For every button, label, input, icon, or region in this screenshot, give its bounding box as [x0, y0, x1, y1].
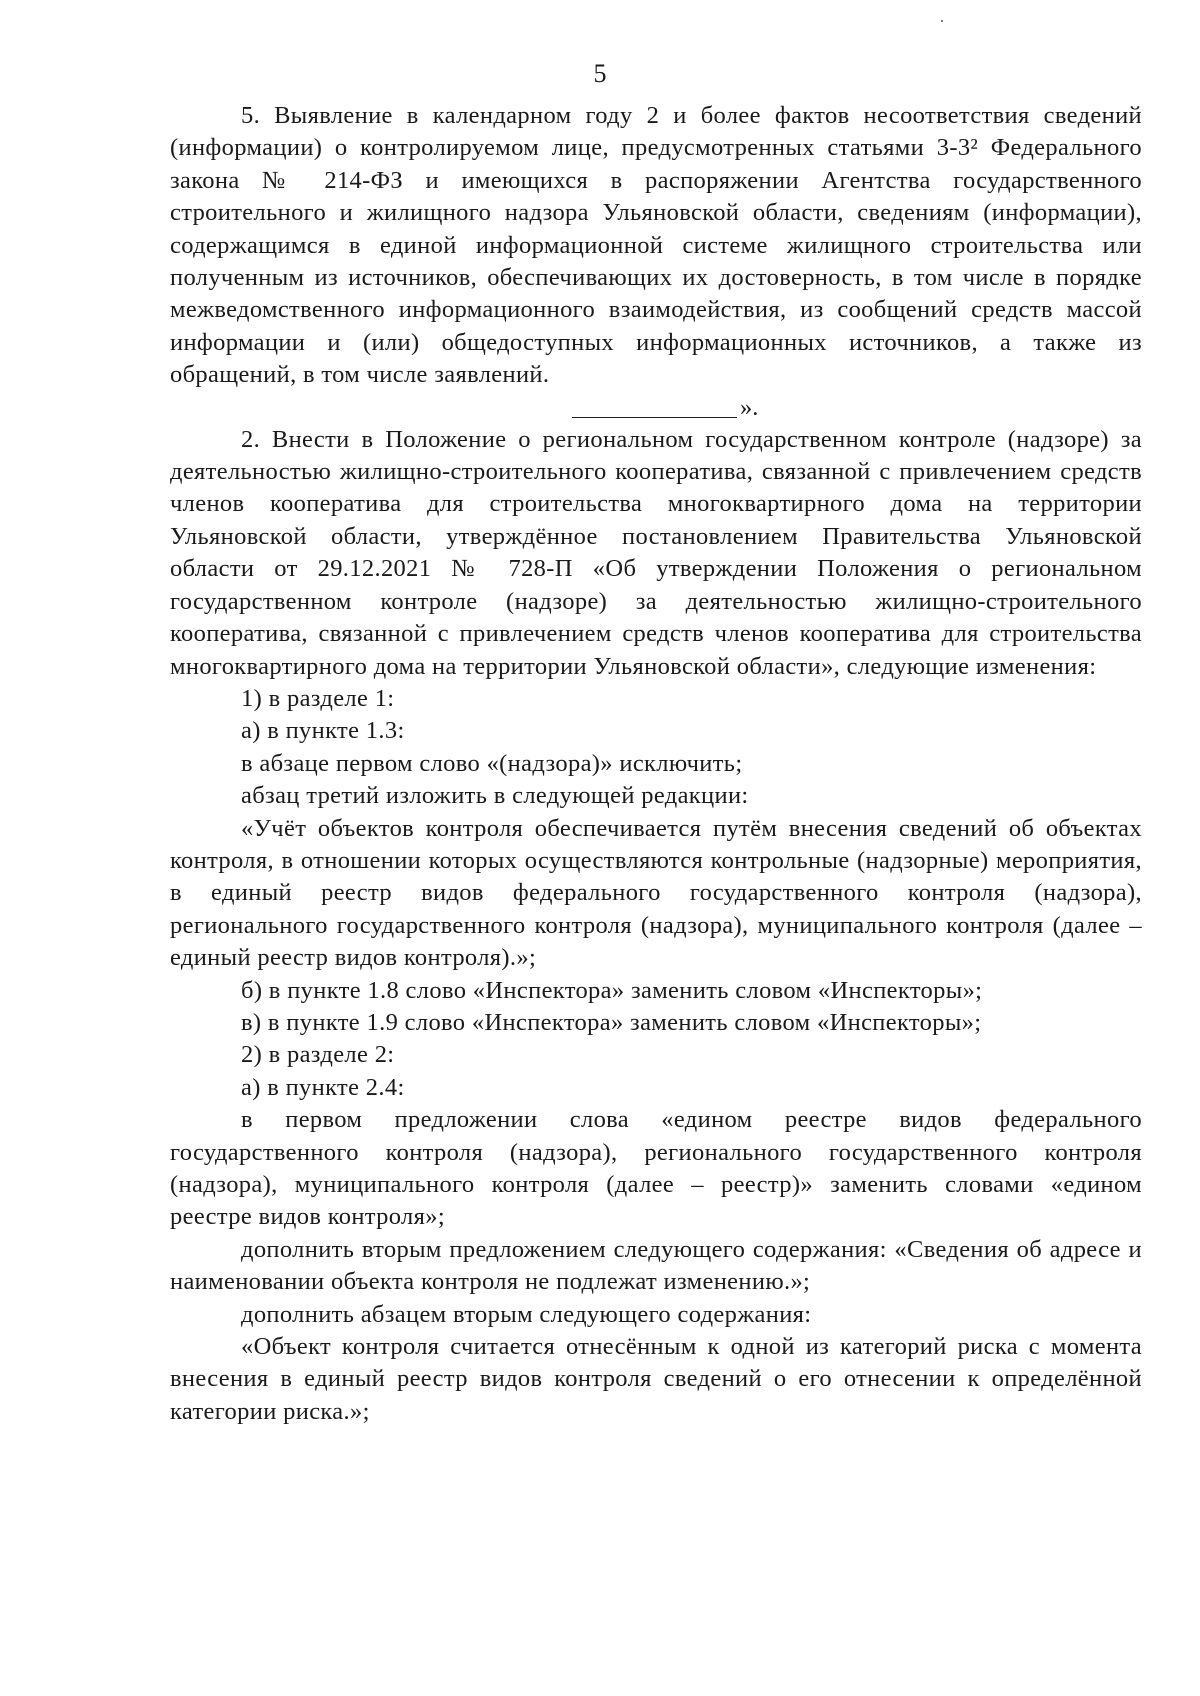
list-item: в) в пункте 1.9 слово «Инспектора» заменить словом «Инспекторы»;: [241, 1008, 982, 1036]
paragraph-item-5: 5. Выявление в календарном году 2 и более фактов несоответствия сведений (информации) о контролируемом лице, предусмотренных статьями 3-3² Федерального закона № 214-ФЗ и имеющихся в распоряжении Агентства государственного строительного и жилищного надзора Ульяновской области, сведениям (информации), содержащимся в единой информационной системе жилищного строительства или полученным из источников, обеспечивающих их достоверность, в том числе в порядке межведомственного информационного взаимодействия, из сообщений средств массой информации и (или) общедоступных информационных источников, а также из обращений, в том числе заявлений.: [170, 102, 1142, 389]
paragraph-quote-accounting: «Учёт объектов контроля обеспечивается путём внесения сведений об объектах контроля, в отношении которых осуществляются контрольные (надзорные) мероприятия, в единый реестр видов федерального государственного контроля (надзора), регионального государственного контроля (надзора), муниципального контроля (далее – единый реестр видов контроля).»;: [170, 814, 1142, 972]
closing-quote: ».: [740, 393, 759, 421]
page-number: 5: [593, 59, 607, 88]
separator-row: [170, 392, 1142, 424]
scan-speck: [941, 20, 943, 22]
list-item: б) в пункте 1.8 слово «Инспектора» заменить словом «Инспекторы»;: [241, 976, 983, 1004]
list-item: в абзаце первом слово «(надзора)» исключить;: [241, 749, 743, 777]
list-item: 1) в разделе 1:: [241, 684, 395, 712]
document-body: [170, 100, 1142, 1428]
list-item: 2) в разделе 2:: [241, 1041, 395, 1069]
separator-line: [572, 417, 737, 418]
list-item: а) в пункте 2.4:: [241, 1073, 405, 1101]
paragraph-section-2: 2. Внести в Положение о региональном государственном контроле (надзоре) за деятельностью жилищно-строительного кооператива, связанной с привлечением средств членов кооператива для строительства многоквартирного дома на территории Ульяновской области, утверждённое постановлением Правительства Ульяновской области от 29.12.2021 № 728-П «Об утверждении Положения о региональном государственном контроле (надзоре) за деятельностью жилищно-строительного кооператива, связанной с привлечением средств членов кооператива для строительства многоквартирного дома на территории Ульяновской области», следующие изменения:: [170, 425, 1142, 680]
paragraph-first-sentence: в первом предложении слова «едином реестре видов федерального государственного контроля (надзора), регионального государственного контроля (надзора), муниципального контроля (далее – реестр)» заменить словами «едином реестре видов контроля»;: [170, 1106, 1142, 1231]
list-item: а) в пункте 1.3:: [241, 717, 405, 745]
list-item: дополнить абзацем вторым следующего содержания:: [241, 1300, 812, 1328]
list-item: абзац третий изложить в следующей редакции:: [241, 782, 749, 810]
paragraph-second-sentence: дополнить вторым предложением следующего содержания: «Сведения об адресе и наименовании объекта контроля не подлежат изменению.»;: [170, 1235, 1142, 1296]
paragraph-quote-risk: «Объект контроля считается отнесённым к одной из категорий риска с момента внесения в единый реестр видов контроля сведений о его отнесении к определённой категории риска.»;: [170, 1333, 1142, 1425]
